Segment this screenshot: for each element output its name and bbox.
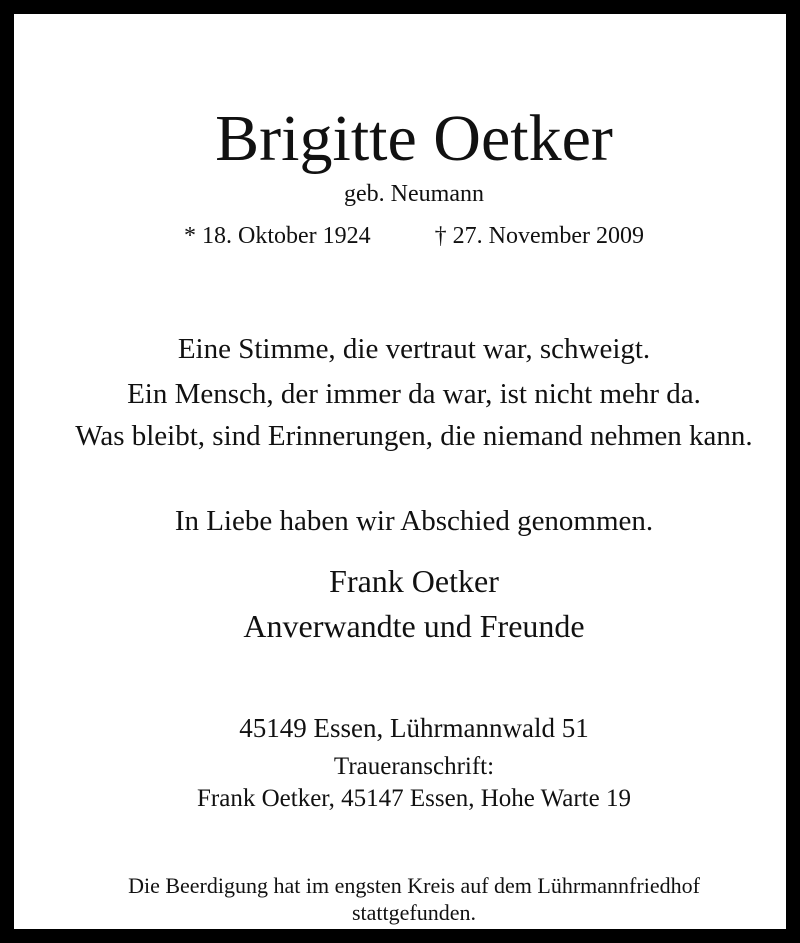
- life-dates: [14, 224, 800, 248]
- poem-line: Ein Mensch, der immer da war, ist nicht mehr da.: [127, 378, 701, 410]
- deceased-name: Brigitte Oetker: [215, 102, 613, 175]
- mourner-group: Anverwandte und Freunde: [243, 608, 585, 644]
- poem-line: Eine Stimme, die vertraut war, schweigt.: [177, 333, 651, 365]
- poem-line: Was bleibt, sind Erinnerungen, die niemand nehmen kann.: [75, 420, 753, 452]
- mourning-address: Frank Oetker, 45147 Essen, Hohe Warte 19: [197, 785, 631, 812]
- maiden-name: geb. Neumann: [344, 181, 484, 207]
- death-date: † 27. November 2009: [434, 223, 644, 249]
- funeral-note-line: Die Beerdigung hat im engsten Kreis auf dem Lührmannfriedhof: [128, 873, 700, 898]
- mourner-name: Frank Oetker: [329, 563, 499, 599]
- farewell-text: In Liebe haben wir Abschied genommen.: [174, 505, 654, 537]
- mourning-address-label: Traueranschrift:: [333, 753, 495, 780]
- birth-date: * 18. Oktober 1924: [184, 223, 371, 249]
- funeral-note-line: stattgefunden.: [351, 900, 477, 925]
- residence-address: 45149 Essen, Lührmannwald 51: [239, 713, 589, 743]
